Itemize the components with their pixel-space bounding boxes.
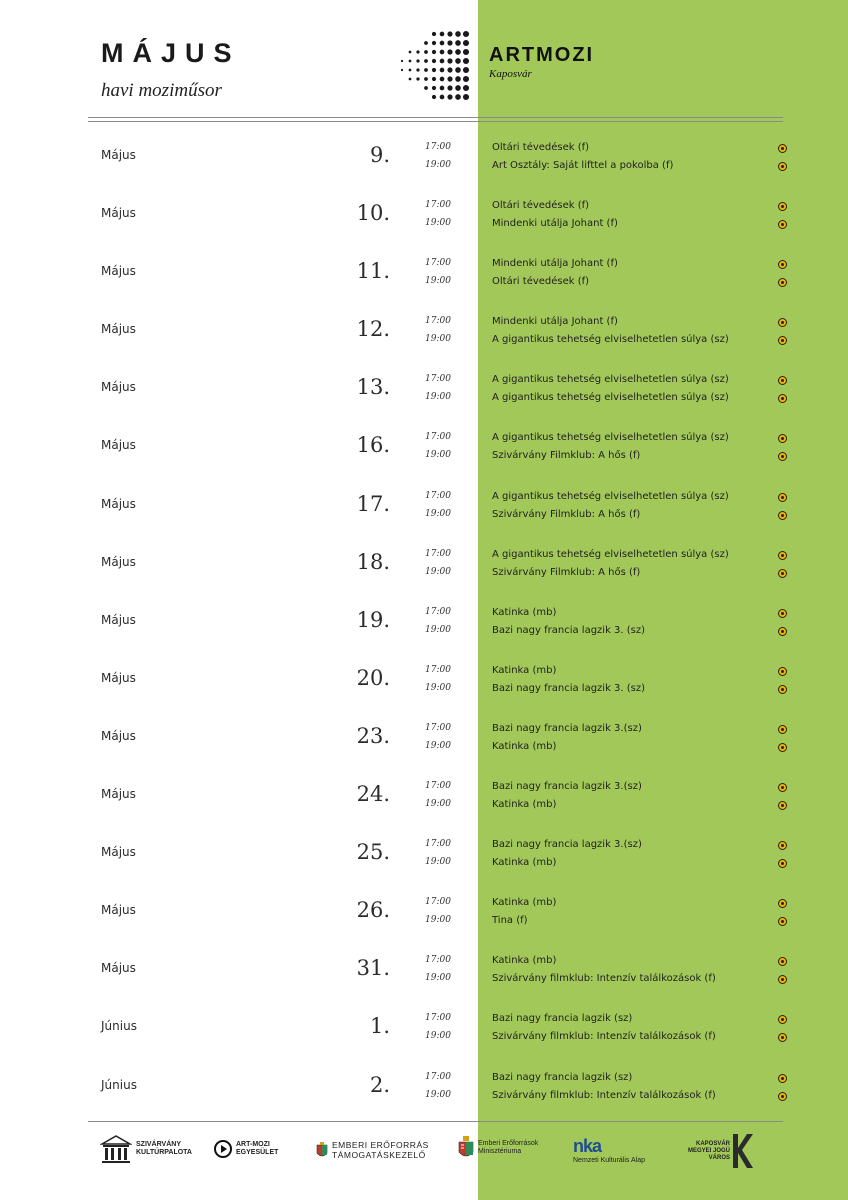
showtime: 17:00 — [425, 432, 451, 443]
age-rating-icon — [778, 1033, 787, 1042]
month-label: Május — [101, 264, 136, 279]
schedule-day-row — [0, 719, 848, 777]
schedule-day-row — [0, 603, 848, 661]
month-label: Május — [101, 728, 136, 743]
film-title: Bazi nagy francia lagzik (sz) — [492, 1071, 633, 1083]
showtime: 19:00 — [425, 334, 451, 345]
age-rating-icon — [778, 743, 787, 752]
showtime: 19:00 — [425, 566, 451, 577]
showtime: 19:00 — [425, 160, 451, 170]
showtime: 17:00 — [425, 839, 451, 850]
art-mozi-egyesulet-logo — [214, 1140, 278, 1158]
month-label: Május — [101, 845, 136, 860]
schedule-day-row — [0, 893, 848, 951]
showtime: 19:00 — [425, 857, 451, 868]
month-label: Május — [101, 148, 136, 162]
film-title: Katinka (mb) — [492, 740, 557, 752]
film-title: Katinka (mb) — [492, 897, 557, 909]
film-title: A gigantikus tehetség elviselhetetlen súlya (sz) — [492, 392, 729, 404]
showtime: 19:00 — [425, 682, 451, 693]
age-rating-icon — [778, 859, 787, 868]
day-number: 24. — [356, 782, 390, 807]
film-title: A gigantikus tehetség elviselhetetlen súlya (sz) — [492, 548, 729, 560]
film-title: A gigantikus tehetség elviselhetetlen súlya (sz) — [492, 374, 729, 386]
showtime: 19:00 — [425, 218, 451, 229]
footer-rule — [88, 1121, 783, 1122]
age-rating-icon — [778, 975, 787, 984]
film-title: A gigantikus tehetség elviselhetetlen súlya (sz) — [492, 490, 729, 502]
header-rule-top — [88, 117, 783, 118]
showtime: 17:00 — [425, 490, 451, 501]
age-rating-icon — [778, 957, 787, 966]
schedule-day-row — [0, 370, 848, 428]
day-number: 31. — [356, 956, 390, 981]
age-rating-icon — [778, 569, 787, 578]
kaposvar-mjv-logo — [684, 1132, 754, 1170]
showtime: 17:00 — [425, 200, 451, 211]
showtime: 19:00 — [425, 1031, 451, 1042]
schedule-day-row — [0, 312, 848, 370]
logo2-line2: EGYESÜLET — [236, 1149, 279, 1156]
age-rating-icon — [778, 899, 787, 908]
film-title: A gigantikus tehetség elviselhetetlen súlya (sz) — [492, 432, 729, 444]
showtime: 17:00 — [425, 1013, 451, 1024]
showtime: 19:00 — [425, 915, 451, 926]
film-title: Bazi nagy francia lagzik 3. (sz) — [492, 682, 646, 694]
schedule-day-row — [0, 951, 848, 1009]
month-label: Május — [101, 670, 136, 685]
age-rating-icon — [778, 725, 787, 734]
age-rating-icon — [778, 162, 787, 171]
emberi-eroforras-tamogataskezelo-logo — [316, 1140, 429, 1160]
age-rating-icon — [778, 917, 787, 926]
film-title: Oltári tévedések (f) — [492, 142, 590, 153]
day-number: 18. — [356, 549, 390, 574]
schedule-day-row — [0, 1068, 848, 1126]
logo6-line3: VÁROS — [708, 1154, 731, 1161]
schedule-day-row — [0, 661, 848, 719]
age-rating-icon — [778, 376, 787, 385]
schedule-list — [0, 138, 848, 1126]
brand-city: Kaposvár — [489, 68, 532, 80]
month-label: Május — [101, 554, 136, 569]
day-number: 9. — [369, 143, 390, 167]
coat-of-arms-icon — [316, 1141, 328, 1159]
footer-logos — [88, 1128, 783, 1178]
schedule-day-row — [0, 777, 848, 835]
day-number: 10. — [356, 201, 390, 226]
film-title: Tina (f) — [492, 915, 528, 927]
logo2-line1: ART-MOZI — [236, 1141, 270, 1148]
kaposvar-k-icon — [730, 1132, 754, 1170]
schedule-day-row — [0, 487, 848, 545]
age-rating-icon — [778, 801, 787, 810]
day-number: 23. — [356, 723, 390, 748]
age-rating-icon — [778, 144, 787, 153]
schedule-day-row — [0, 138, 848, 196]
film-title: Mindenki utálja Johant (f) — [492, 316, 618, 328]
film-title: A gigantikus tehetség elviselhetetlen súlya (sz) — [492, 334, 729, 346]
film-title: Bazi nagy francia lagzik 3.(sz) — [492, 781, 642, 793]
month-label: Május — [101, 206, 136, 221]
month-label: Május — [101, 380, 136, 395]
film-title: Szivárvány filmklub: Intenzív találkozások (f) — [492, 973, 716, 985]
age-rating-icon — [778, 511, 787, 520]
month-label: Május — [101, 903, 136, 918]
film-title: Szivárvány Filmklub: A hős (f) — [492, 566, 641, 578]
coat-of-arms-icon — [458, 1136, 474, 1160]
logo5-line2: Nemzeti Kulturális Alap — [573, 1157, 645, 1164]
month-label: Május — [101, 787, 136, 802]
day-number: 11. — [356, 259, 390, 284]
age-rating-icon — [778, 202, 787, 211]
film-title: Szivárvány Filmklub: A hős (f) — [492, 508, 641, 520]
page-title: MÁJUS — [101, 38, 241, 68]
age-rating-icon — [778, 278, 787, 287]
logo4-line1: Emberi Erőforrások — [478, 1140, 539, 1147]
schedule-day-row — [0, 1009, 848, 1067]
showtime: 19:00 — [425, 276, 451, 287]
film-title: Katinka (mb) — [492, 955, 557, 967]
logo6-line1: KAPOSVÁR — [696, 1140, 731, 1147]
showtime: 17:00 — [425, 258, 451, 269]
film-title: Art Osztály: Saját lifttel a pokolba (f) — [492, 160, 674, 171]
showtime: 19:00 — [425, 392, 451, 403]
logo3-line1: EMBERI ERŐFORRÁS — [332, 1140, 429, 1150]
day-number: 12. — [356, 317, 390, 342]
showtime: 19:00 — [425, 740, 451, 751]
day-number: 25. — [356, 840, 390, 865]
showtime: 19:00 — [425, 508, 451, 519]
age-rating-icon — [778, 551, 787, 560]
day-number: 19. — [356, 607, 390, 632]
artmozi-dots-logo — [390, 30, 472, 102]
age-rating-icon — [778, 783, 787, 792]
logo6-line2: MEGYEI JOGÚ — [688, 1147, 731, 1154]
showtime: 19:00 — [425, 799, 451, 810]
film-title: Szivárvány Filmklub: A hős (f) — [492, 450, 641, 462]
day-number: 16. — [356, 433, 390, 458]
film-title: Bazi nagy francia lagzik 3. (sz) — [492, 624, 646, 636]
play-circle-icon — [214, 1140, 232, 1158]
month-label: Május — [101, 612, 136, 627]
showtime: 17:00 — [425, 374, 451, 385]
emberi-eroforrasok-miniszteriuma-logo — [458, 1136, 538, 1160]
age-rating-icon — [778, 841, 787, 850]
showtime: 17:00 — [425, 1071, 451, 1082]
schedule-day-row — [0, 835, 848, 893]
szivarvany-kulturpalota-logo — [100, 1134, 192, 1164]
logo4-line2: Minisztériuma — [478, 1148, 522, 1155]
age-rating-icon — [778, 220, 787, 229]
age-rating-icon — [778, 493, 787, 502]
month-label: Május — [101, 438, 136, 453]
day-number: 20. — [356, 665, 390, 690]
showtime: 17:00 — [425, 606, 451, 617]
day-number: 1. — [369, 1014, 390, 1039]
showtime: 19:00 — [425, 624, 451, 635]
showtime: 19:00 — [425, 1089, 451, 1100]
showtime: 19:00 — [425, 450, 451, 461]
month-label: Június — [101, 1077, 137, 1092]
showtime: 17:00 — [425, 142, 451, 152]
day-number: 26. — [356, 898, 390, 923]
showtime: 17:00 — [425, 781, 451, 792]
age-rating-icon — [778, 318, 787, 327]
film-title: Mindenki utálja Johant (f) — [492, 258, 618, 270]
age-rating-icon — [778, 260, 787, 269]
nka-mark: nka — [573, 1136, 602, 1156]
logo1-line1: SZIVÁRVÁNY — [136, 1141, 181, 1148]
building-icon — [100, 1134, 132, 1164]
film-title: Katinka (mb) — [492, 857, 557, 869]
day-number: 17. — [356, 491, 390, 516]
film-title: Katinka (mb) — [492, 664, 557, 676]
month-label: Május — [101, 496, 136, 511]
schedule-day-row — [0, 428, 848, 486]
month-label: Június — [101, 1019, 137, 1034]
age-rating-icon — [778, 667, 787, 676]
month-label: Május — [101, 961, 136, 976]
nemzeti-kulturalis-alap-logo — [573, 1136, 645, 1165]
age-rating-icon — [778, 1074, 787, 1083]
day-number: 2. — [369, 1072, 390, 1097]
showtime: 17:00 — [425, 897, 451, 908]
showtime: 17:00 — [425, 316, 451, 327]
page-subtitle: havi moziműsor — [101, 80, 222, 101]
showtime: 17:00 — [425, 722, 451, 733]
age-rating-icon — [778, 434, 787, 443]
film-title: Katinka (mb) — [492, 799, 557, 811]
age-rating-icon — [778, 336, 787, 345]
header-rule-bottom — [88, 121, 783, 122]
film-title: Bazi nagy francia lagzik (sz) — [492, 1013, 633, 1025]
film-title: Szivárvány filmklub: Intenzív találkozások (f) — [492, 1089, 716, 1101]
logo3-line2: TÁMOGATÁSKEZELŐ — [332, 1150, 426, 1160]
film-title: Mindenki utálja Johant (f) — [492, 218, 618, 230]
film-title: Oltári tévedések (f) — [492, 200, 590, 212]
age-rating-icon — [778, 609, 787, 618]
showtime: 17:00 — [425, 955, 451, 966]
age-rating-icon — [778, 452, 787, 461]
film-title: Oltári tévedések (f) — [492, 276, 590, 288]
showtime: 17:00 — [425, 548, 451, 559]
showtime: 19:00 — [425, 973, 451, 984]
schedule-day-row — [0, 254, 848, 312]
age-rating-icon — [778, 1092, 787, 1101]
age-rating-icon — [778, 627, 787, 636]
schedule-day-row — [0, 545, 848, 603]
month-label: Május — [101, 322, 136, 337]
age-rating-icon — [778, 394, 787, 403]
logo1-line2: KULTÚRPALOTA — [136, 1149, 192, 1156]
film-title: Bazi nagy francia lagzik 3.(sz) — [492, 722, 642, 734]
film-title: Bazi nagy francia lagzik 3.(sz) — [492, 839, 642, 851]
age-rating-icon — [778, 1015, 787, 1024]
age-rating-icon — [778, 685, 787, 694]
showtime: 17:00 — [425, 664, 451, 675]
film-title: Katinka (mb) — [492, 606, 557, 618]
schedule-day-row — [0, 196, 848, 254]
film-title: Szivárvány filmklub: Intenzív találkozások (f) — [492, 1031, 716, 1043]
brand-name: ARTMOZI — [489, 44, 595, 66]
day-number: 13. — [356, 375, 390, 400]
